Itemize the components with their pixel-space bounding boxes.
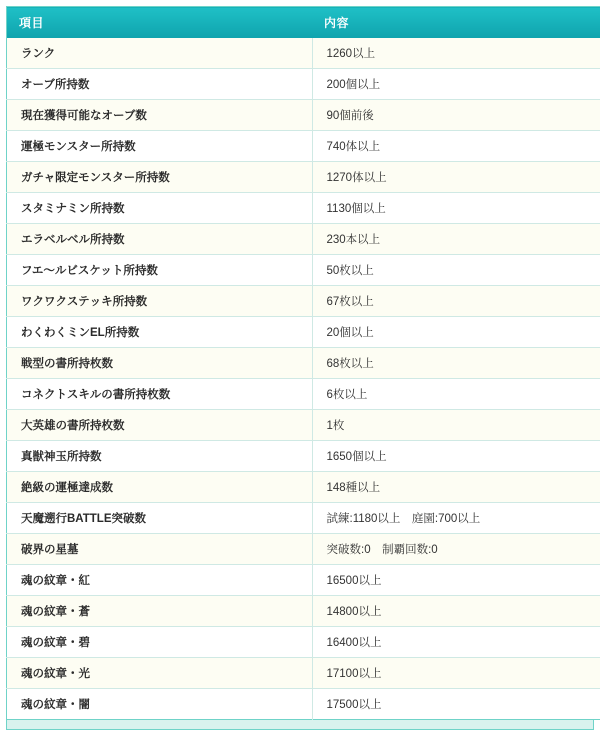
row-label: 破界の星墓 [7, 534, 313, 565]
row-value: 90個前後 [312, 100, 600, 131]
row-value: 6枚以上 [312, 379, 600, 410]
table-row [7, 379, 600, 410]
row-value: 200個以上 [312, 69, 600, 100]
row-label: ランク [7, 38, 313, 69]
row-value: 68枚以上 [312, 348, 600, 379]
row-label: 魂の紋章・碧 [7, 627, 313, 658]
table-row [7, 689, 600, 720]
table-row [7, 193, 600, 224]
row-label: ワクワクステッキ所持数 [7, 286, 313, 317]
table-row [7, 162, 600, 193]
table-row [7, 503, 600, 534]
row-label: オーブ所持数 [7, 69, 313, 100]
table-row [7, 286, 600, 317]
table-row [7, 441, 600, 472]
table-row [7, 255, 600, 286]
row-label: 魂の紋章・闇 [7, 689, 313, 720]
row-value: 突破数:0 制覇回数:0 [312, 534, 600, 565]
table-row [7, 69, 600, 100]
row-label: 魂の紋章・紅 [7, 565, 313, 596]
table-row [7, 410, 600, 441]
row-label: 天魔遡行BATTLE突破数 [7, 503, 313, 534]
spec-table [6, 6, 600, 720]
row-value: 20個以上 [312, 317, 600, 348]
row-label: わくわくミンEL所持数 [7, 317, 313, 348]
row-label: 大英雄の書所持枚数 [7, 410, 313, 441]
row-label: 戦型の書所持枚数 [7, 348, 313, 379]
table-row [7, 596, 600, 627]
table-row [7, 658, 600, 689]
row-value: 148種以上 [312, 472, 600, 503]
table-header [7, 7, 600, 39]
row-value: 試練:1180以上 庭園:700以上 [312, 503, 600, 534]
row-value: 1枚 [312, 410, 600, 441]
table-row [7, 38, 600, 69]
table-row [7, 317, 600, 348]
row-value: 16500以上 [312, 565, 600, 596]
table-body [7, 38, 600, 720]
table-row [7, 131, 600, 162]
row-value: 50枚以上 [312, 255, 600, 286]
row-value: 17500以上 [312, 689, 600, 720]
row-label: 現在獲得可能なオーブ数 [7, 100, 313, 131]
row-label: スタミナミン所持数 [7, 193, 313, 224]
table-row [7, 565, 600, 596]
row-label: ガチャ限定モンスター所持数 [7, 162, 313, 193]
row-value: 14800以上 [312, 596, 600, 627]
row-label: 運極モンスター所持数 [7, 131, 313, 162]
table-row [7, 224, 600, 255]
row-label: 絶級の運極達成数 [7, 472, 313, 503]
row-label: フエ〜ルビスケット所持数 [7, 255, 313, 286]
table-header-row [7, 7, 600, 39]
table-row [7, 534, 600, 565]
row-value: 1650個以上 [312, 441, 600, 472]
row-value: 230本以上 [312, 224, 600, 255]
header-item: 項目 [7, 7, 313, 39]
row-value: 1130個以上 [312, 193, 600, 224]
row-value: 67枚以上 [312, 286, 600, 317]
row-value: 1270体以上 [312, 162, 600, 193]
table-row [7, 348, 600, 379]
row-label: 魂の紋章・光 [7, 658, 313, 689]
row-label: 真獣神玉所持数 [7, 441, 313, 472]
table-footer-strip [6, 720, 594, 730]
table-row [7, 100, 600, 131]
row-label: コネクトスキルの書所持枚数 [7, 379, 313, 410]
header-content: 内容 [312, 7, 600, 39]
row-value: 16400以上 [312, 627, 600, 658]
table-row [7, 627, 600, 658]
row-value: 17100以上 [312, 658, 600, 689]
row-label: 魂の紋章・蒼 [7, 596, 313, 627]
row-value: 740体以上 [312, 131, 600, 162]
table-row [7, 472, 600, 503]
row-label: エラベルベル所持数 [7, 224, 313, 255]
row-value: 1260以上 [312, 38, 600, 69]
